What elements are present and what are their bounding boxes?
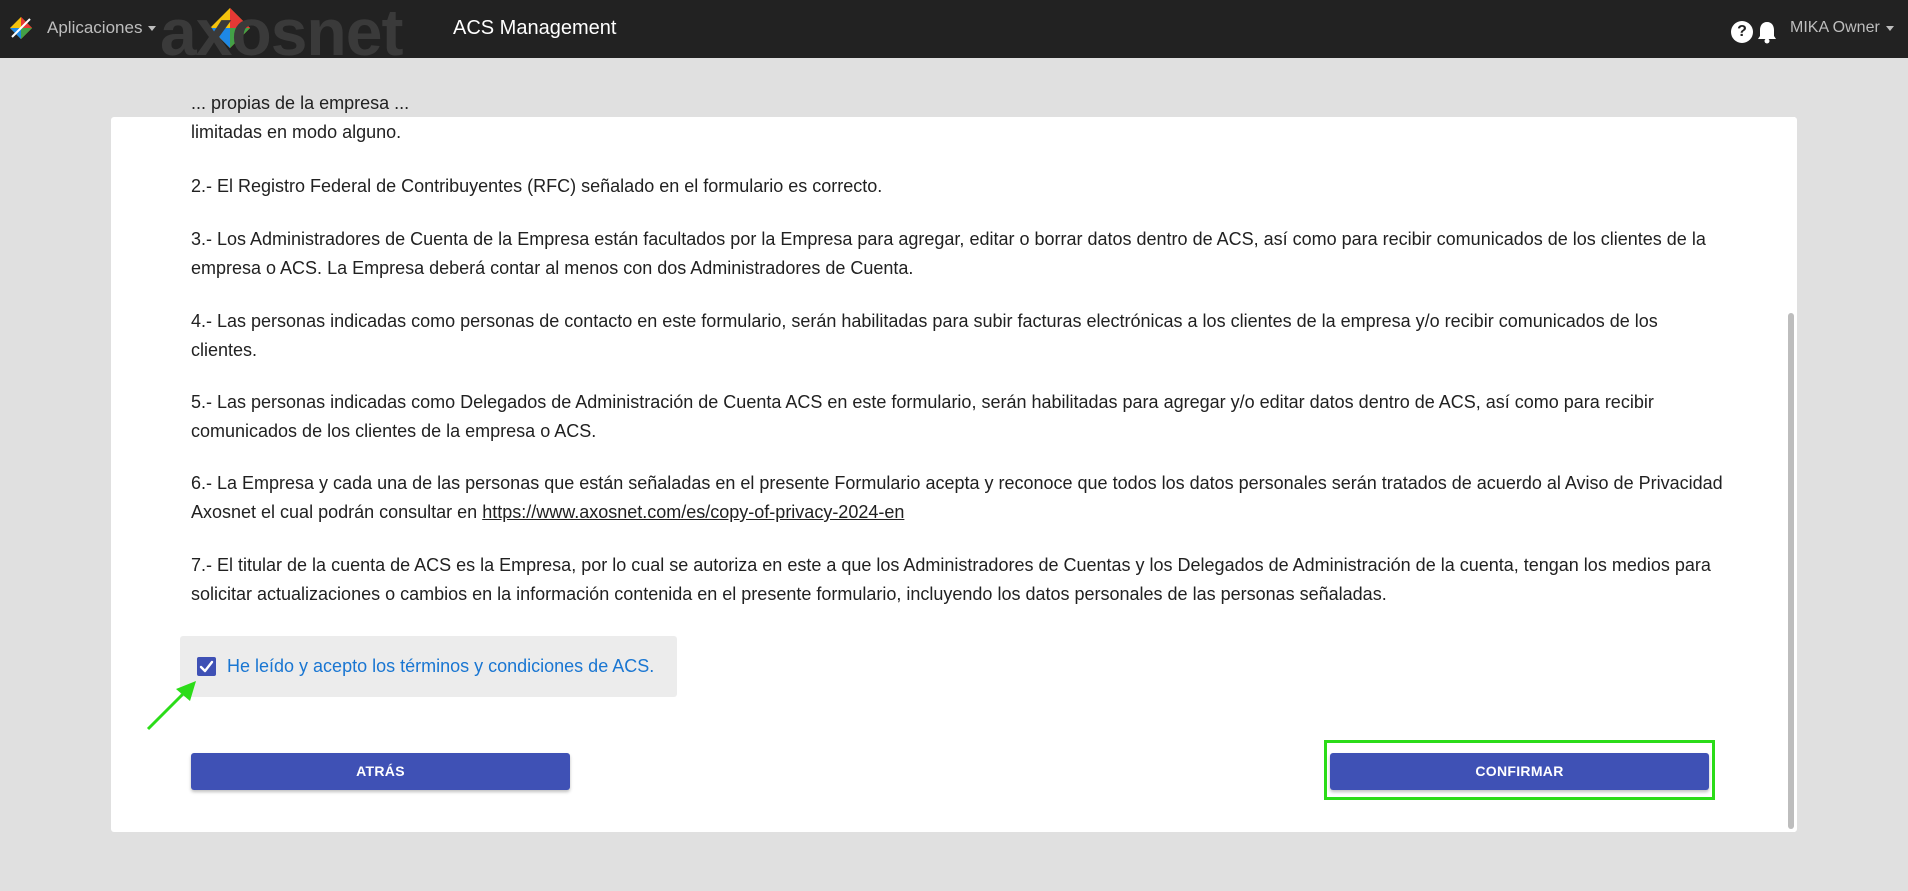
chevron-down-icon — [148, 26, 156, 31]
terms-paragraph-1-partial — [191, 89, 1726, 147]
checkmark-icon — [197, 657, 216, 676]
confirm-button[interactable]: CONFIRMAR — [1330, 753, 1709, 790]
user-name: MIKA Owner — [1790, 19, 1880, 36]
bell-icon[interactable] — [1756, 20, 1778, 44]
logo-text: axosnet — [160, 0, 403, 69]
terms-paragraph-5: 5.- Las personas indicadas como Delegados de Administración de Cuenta ACS en este formulario, serán habilitadas para agregar y/o editar datos dentro de ACS, así como para recibir comunicados de los clientes de la empresa o ACS. — [191, 392, 1654, 441]
apps-menu[interactable] — [47, 18, 156, 38]
top-bar — [0, 0, 1908, 69]
terms-paragraph-6 — [191, 469, 1726, 527]
terms-paragraph-3: 3.- Los Administradores de Cuenta de la Empresa están facultados por la Empresa para agregar, editar o borrar datos dentro de ACS, así como para recibir comunicados de los clientes de la empresa o ACS. La Empresa deberá contar al menos con dos Administradores de Cuenta. — [191, 229, 1706, 278]
accept-terms-label[interactable]: He leído y acepto los términos y condiciones de ACS. — [227, 656, 655, 676]
chevron-down-icon — [1886, 26, 1894, 31]
help-icon[interactable]: ? — [1731, 21, 1753, 43]
back-button[interactable]: ATRÁS — [191, 753, 570, 790]
page-title: ACS Management — [453, 17, 617, 39]
terms-paragraph-1-line1: ... propias de la empresa ... — [191, 93, 410, 113]
terms-agreement[interactable] — [180, 636, 677, 697]
terms-paragraph-6-text: 6.- La Empresa y cada una de las personas que están señaladas en el presente Formulario acepta y reconoce que todos los datos personales serán tratados de acuerdo al Aviso de Privacidad Axosnet el cual podrán consultar en — [191, 473, 1723, 522]
scrollbar-thumb[interactable] — [1788, 313, 1794, 829]
terms-paragraph-1-line2: limitadas en modo alguno. — [191, 122, 402, 142]
accept-terms-checkbox[interactable] — [197, 657, 216, 676]
user-menu[interactable] — [1790, 19, 1894, 37]
apps-logo-icon[interactable] — [8, 15, 34, 41]
pointer-arrow-icon — [144, 675, 204, 735]
terms-paragraph-2: 2.- El Registro Federal de Contribuyentes (RFC) señalado en el formulario es correcto. — [191, 176, 883, 196]
privacy-link[interactable]: https://www.axosnet.com/es/copy-of-privacy-2024-en — [482, 502, 905, 522]
apps-menu-label: Aplicaciones — [47, 18, 143, 37]
terms-paragraph-4: 4.- Las personas indicadas como personas de contacto en este formulario, serán habilitadas para subir facturas electrónicas a los clientes de la empresa y/o recibir comunicados de los clientes. — [191, 311, 1658, 360]
terms-card — [111, 93, 1797, 832]
terms-paragraph-7: 7.- El titular de la cuenta de ACS es la Empresa, por lo cual se autoriza en este a que los Administradores de Cuentas y los Delegados de Administración de la cuenta, tengan los medios para solicitar actualizaciones o cambios en la información contenida en el presente formulario, incluyendo los datos personales de las personas señaladas. — [191, 555, 1711, 604]
